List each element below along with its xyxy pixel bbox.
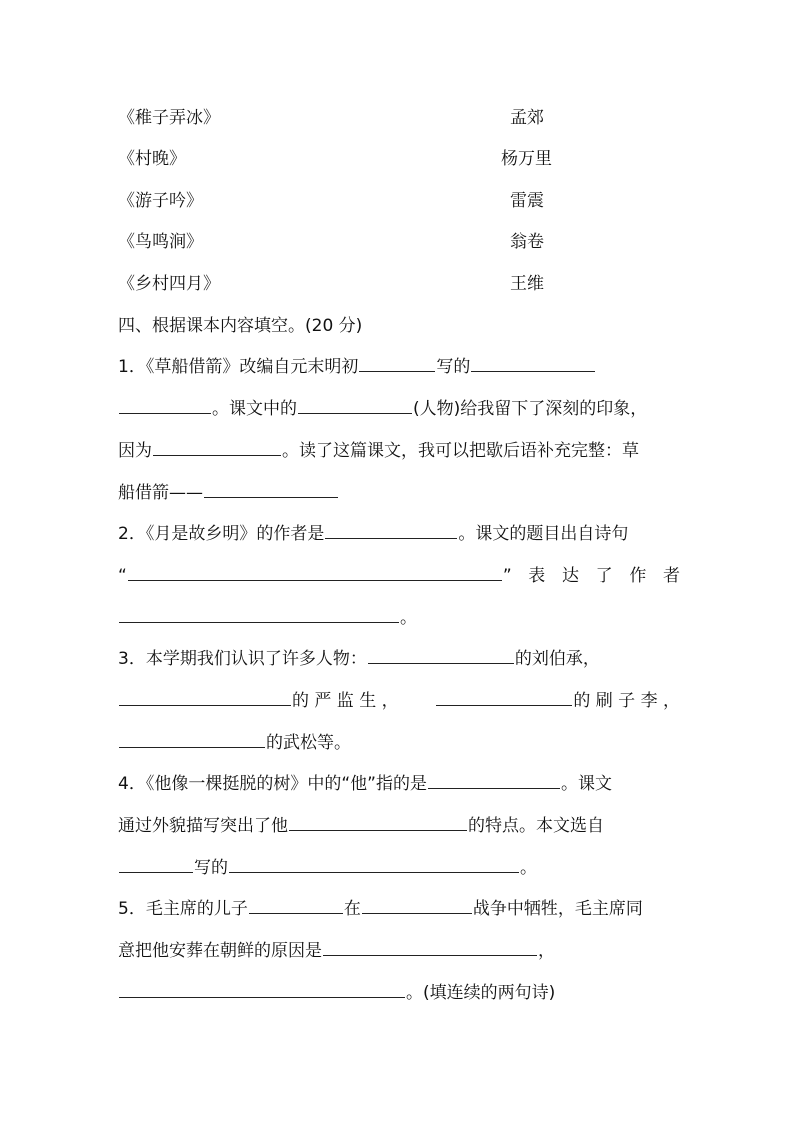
poem-author: 王维 <box>510 274 544 294</box>
answer-blank[interactable] <box>289 815 467 831</box>
answer-blank[interactable] <box>204 482 338 498</box>
question-text: 表 <box>528 566 546 586</box>
answer-blank[interactable] <box>153 440 281 456</box>
poem-author: 雷震 <box>510 191 544 211</box>
answer-blank[interactable] <box>298 398 412 414</box>
question-text: 毛主席的儿子 <box>145 899 248 919</box>
answer-blank[interactable] <box>128 565 502 581</box>
question-text: 《草船借箭》改编自元末明初 <box>145 357 359 377</box>
poem-author: 翁卷 <box>510 232 544 252</box>
question-text: 的武松等。 <box>266 733 351 753</box>
question-number: 1． <box>118 357 146 377</box>
answer-blank[interactable] <box>368 648 514 664</box>
answer-blank[interactable] <box>119 607 399 623</box>
poem-title: 《乡村四月》 <box>118 274 220 294</box>
question-text: 本学期我们认识了许多人物： <box>145 649 367 669</box>
question-number: 4． <box>118 774 146 794</box>
quote-mark: “ <box>118 566 127 586</box>
question-text: ， <box>538 941 555 961</box>
poem-author: 杨万里 <box>501 149 552 169</box>
answer-blank[interactable] <box>229 857 519 873</box>
question-text: 了 <box>595 566 613 586</box>
question-text: 《他像一棵挺脱的树》中的“他”指的是 <box>145 774 427 794</box>
question-text: 通过外貌描写突出了他 <box>118 816 288 836</box>
question-text: 的 严 监 生 ， <box>292 691 399 711</box>
answer-blank[interactable] <box>119 732 265 748</box>
answer-blank[interactable] <box>359 356 435 372</box>
section-title: 四、根据课本内容填空。(20 分) <box>118 316 363 336</box>
question-text: 的特点。本文选自 <box>468 816 604 836</box>
answer-blank[interactable] <box>119 398 211 414</box>
question-text: 。课文中的 <box>212 399 297 419</box>
question-text: 。读了这篇课文，我可以把歇后语补充完整：草 <box>282 441 639 461</box>
question-text: 船借箭—— <box>118 483 203 503</box>
question-text: 战争中牺牲，毛主席同 <box>472 899 643 919</box>
answer-blank[interactable] <box>249 898 343 914</box>
answer-blank[interactable] <box>119 982 405 998</box>
answer-blank[interactable] <box>428 773 560 789</box>
answer-blank[interactable] <box>471 356 595 372</box>
poem-author: 孟郊 <box>510 108 544 128</box>
quote-mark: ” <box>502 566 512 586</box>
question-text: (人物)给我留下了深刻的印象， <box>413 399 648 419</box>
poem-title: 《游子吟》 <box>118 191 203 211</box>
answer-blank[interactable] <box>119 690 291 706</box>
question-number: 2． <box>118 524 146 544</box>
poem-title: 《村晚》 <box>118 149 186 169</box>
question-text: 的 刷 子 李 ， <box>573 691 680 711</box>
question-text: 者 <box>662 566 680 586</box>
answer-blank[interactable] <box>325 523 457 539</box>
question-text: 达 <box>561 566 579 586</box>
question-text: 写的 <box>436 357 471 377</box>
question-text: 。 <box>520 858 537 878</box>
question-number: 5． <box>118 899 146 919</box>
question-text: 写的 <box>194 858 228 878</box>
question-text: 意把他安葬在朝鲜的原因是 <box>118 941 322 961</box>
poem-title: 《鸟鸣涧》 <box>118 232 203 252</box>
question-text: 作 <box>629 566 647 586</box>
question-text: 在 <box>343 899 361 919</box>
question-text: 。(填连续的两句诗) <box>406 983 556 1003</box>
question-text: 。 <box>400 608 417 628</box>
question-text: 因为 <box>118 441 152 461</box>
answer-blank[interactable] <box>323 940 537 956</box>
answer-blank[interactable] <box>119 857 193 873</box>
question-text: 《月是故乡明》的作者是 <box>145 524 325 544</box>
question-text: 的刘伯承， <box>514 649 600 669</box>
answer-blank[interactable] <box>436 690 572 706</box>
question-text: 。课文 <box>560 774 612 794</box>
question-text: 。课文的题目出自诗句 <box>458 524 629 544</box>
question-number: 3． <box>118 649 146 669</box>
answer-blank[interactable] <box>362 898 472 914</box>
poem-title: 《稚子弄冰》 <box>118 108 220 128</box>
